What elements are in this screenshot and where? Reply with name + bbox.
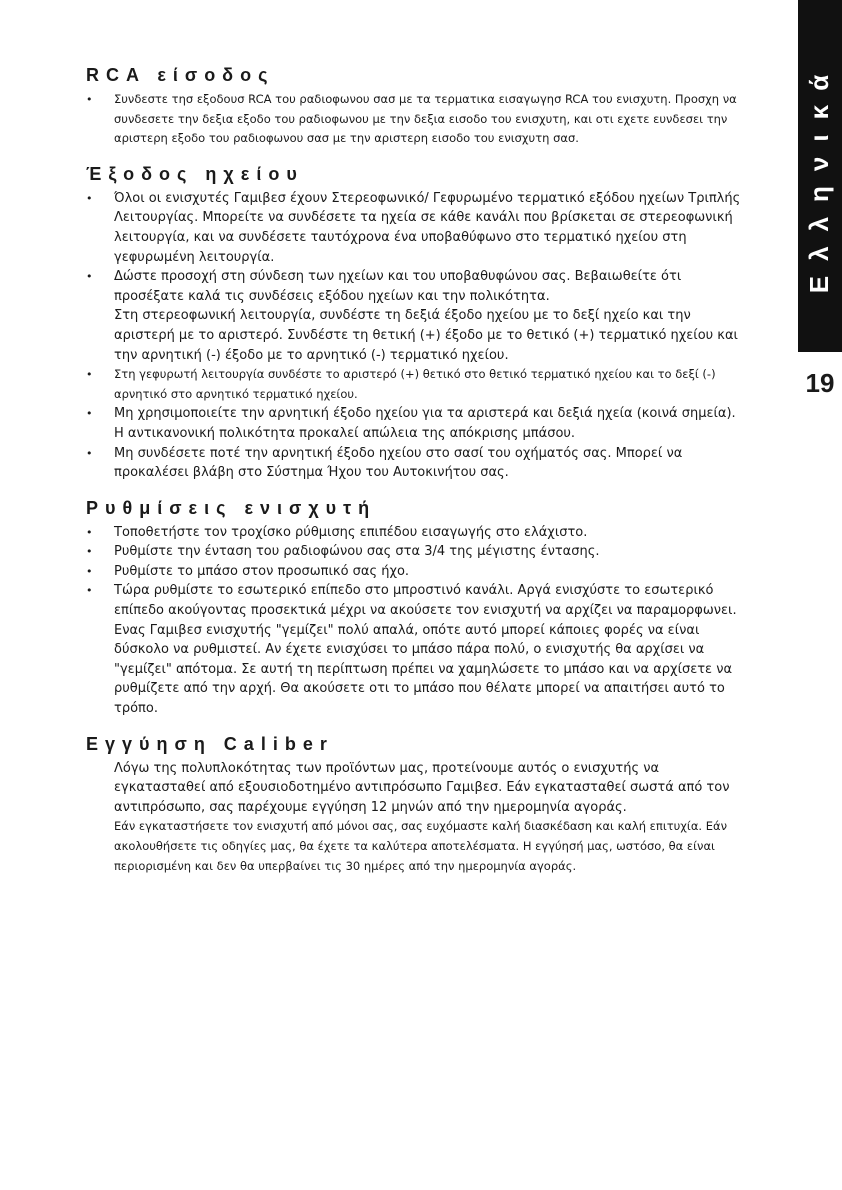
bullet-icon: • [86,564,93,578]
page-content [86,64,746,890]
language-tab-label: Ελληνικά [804,59,835,293]
list-item [86,404,746,443]
list-item [86,267,746,306]
section-warranty [86,733,746,877]
section-amplifier-settings [86,497,746,719]
list-item-text: Ρυθμίστε το μπάσο στον προσωπικό σας ήχο. [114,563,410,579]
list-item [86,562,746,582]
bullet-icon: • [86,270,93,284]
section-speaker-output [86,163,746,483]
list-item-text: Όλοι οι ενισχυτές Γαμιβεσ έχουν Στερεοφωνικό/ Γεφυρωμένο τερματικό εξόδου ηχείων Τριπλής Λειτουργίας. Μπορείτε να συνδέσετε τα ηχεία σε κάθε κανάλι που βρίσκεται σε στερεοφωνική λειτουργία, και να συνδέσετε ταυτόχρονα ένα υποβαθύφωνο στο τερματικό ηχείου στη γεφυρωμένη λειτουργία. [114,190,741,265]
page-number: 19 [805,368,835,398]
section-title: Έξοδος ηχείου [86,163,304,184]
list-item [86,365,746,404]
bullet-icon: • [86,545,93,559]
list-item-continuation: Στη στερεοφωνική λειτουργία, συνδέστε τη δεξιά έξοδο ηχείου με το δεξί ηχείο και την αριστερή με το αριστερό. Συνδέστε τη θετική (+) έξοδο με το θετικό (+) τερματικό ηχείου και την αρνητική (-) έξοδο με το αρνητικό (-) τερματικό ηχείου. [114,308,738,363]
bullet-icon: • [86,191,93,205]
section-title: RCA είσοδος [86,65,275,85]
list-item [86,189,746,267]
section-rca-input [86,64,746,149]
bullet-icon: • [86,368,93,382]
list-item-text: Μη χρησιμοποιείτε την αρνητική έξοδο ηχείου για τα αριστερά και δεξιά ηχεία (κοινά σημεία). Η αντικανονική πολικότητα προκαλεί απώλεια της απόκρισης μπάσου. [114,406,736,441]
list-item-text: Συνδεστε τησ εξοδουσ RCA του ραδιοφωνου σασ με τα τερματικα εισαγωγησ RCA του ενισχυτη. Προσχη να συνδεσετε την δεξια εξοδο του ραδιοφωνου με την δεξια εισοδο του ενισχυτη, και οτι εχετε ευνδεσει την αριστερη εξοδο του ραδιοφωνου σασ με την αριστερη εισοδο του ενισχυτη σασ. [114,92,737,146]
bullet-list [86,365,746,483]
section-title: Εγγύηση Caliber [86,733,334,754]
list-item-text: Τώρα ρυθμίστε το εσωτερικό επίπεδο στο μπροστινό κανάλι. Αργά ενισχύστε το εσωτερικό επίπεδο ακούγοντας προσεκτικά μέχρι να ακούσετε τον ενισχυτή να αρχίζει να παραμορφωνει. Ενας Γαμιβεσ ενισχυτής "γεμίζει" πολύ απαλά, οπότε αυτό μπορεί κάποιες φορές να είναι δύσκολο να ρυθμιστεί. Αν έχετε ενισχύσει το μπάσο πάρα πολύ, ο ενισχυτής θα αρχίσει να "γεμίζει" απότομα. Σε αυτή τη περίπτωση πρέπει να χαμηλώσετε το μπάσο και να αρχίσετε να ρυθμίζετε από την αρχή. Θα ακούσετε οτι το μπάσο που θέλατε μπορεί να απαιτήσει αυτό το τρόπο. [114,583,737,717]
list-item [86,542,746,562]
list-item-text: Στη γεφυρωτή λειτουργία συνδέστε το αριστερό (+) θετικό στο θετικό τερματικό ηχείου και το δεξί (-) αρνητικό στο αρνητικό τερματικό ηχείου. [114,367,716,401]
list-item-text: Τοποθετήστε τον τροχίσκο ρύθμισης επιπέδου εισαγωγής στο ελάχιστο. [114,524,588,540]
list-item-text: Δώστε προσοχή στη σύνδεση των ηχείων και του υποβαθυφώνου σας. Βεβαιωθείτε ότι προσέξατε καλά τις συνδέσεις εξόδου ηχείων και την πολικότητα. [114,269,682,304]
bullet-icon: • [86,446,93,460]
bullet-list [86,523,746,719]
warranty-paragraph: Λόγω της πολυπλοκότητας των προϊόντων μας, προτείνουμε αυτός ο ενισχυτής να εγκατασταθεί από εξουσιοδοτημένο αντιπρόσωπο Γαμιβεσ. Εάν εγκατασταθεί σωστά από τον αντιπρόσωπο, σας παρέχουμε εγγύηση 12 μηνών από την ημερομηνία αγοράς. [114,760,730,815]
bullet-icon: • [86,93,93,106]
list-item [86,581,746,718]
warranty-paragraph: Εάν εγκαταστήσετε τον ενισχυτή από μόνοι σας, σας ευχόμαστε καλή διασκέδαση και καλή επιτυχία. Εάν ακολουθήσετε τις οδηγίες μας, θα έχετε τα καλύτερα αποτελέσματα. Η εγγύησή μας, ωστόσο, θα είναι περιορισμένη και δεν θα υπερβαίνει τις 30 ημέρες από την ημερομηνία αγοράς. [114,819,727,873]
bullet-list [86,189,746,307]
list-item [86,444,746,483]
list-item [86,523,746,543]
bullet-list [86,90,746,149]
bullet-icon: • [86,407,93,421]
list-item [86,90,746,149]
list-item-text: Ρυθμίστε την ένταση του ραδιοφώνου σας στα 3/4 της μέγιστης έντασης. [114,544,600,560]
section-title: Ρυθμίσεις ενισχυτή [86,497,377,518]
bullet-icon: • [86,525,93,539]
bullet-icon: • [86,584,93,598]
list-item-text: Μη συνδέσετε ποτέ την αρνητική έξοδο ηχείου στο σασί του οχήματός σας. Μπορεί να προκαλέσει βλάβη στο Σύστημα Ήχου του Αυτοκινήτου σας. [114,445,683,481]
language-tab [798,0,842,352]
